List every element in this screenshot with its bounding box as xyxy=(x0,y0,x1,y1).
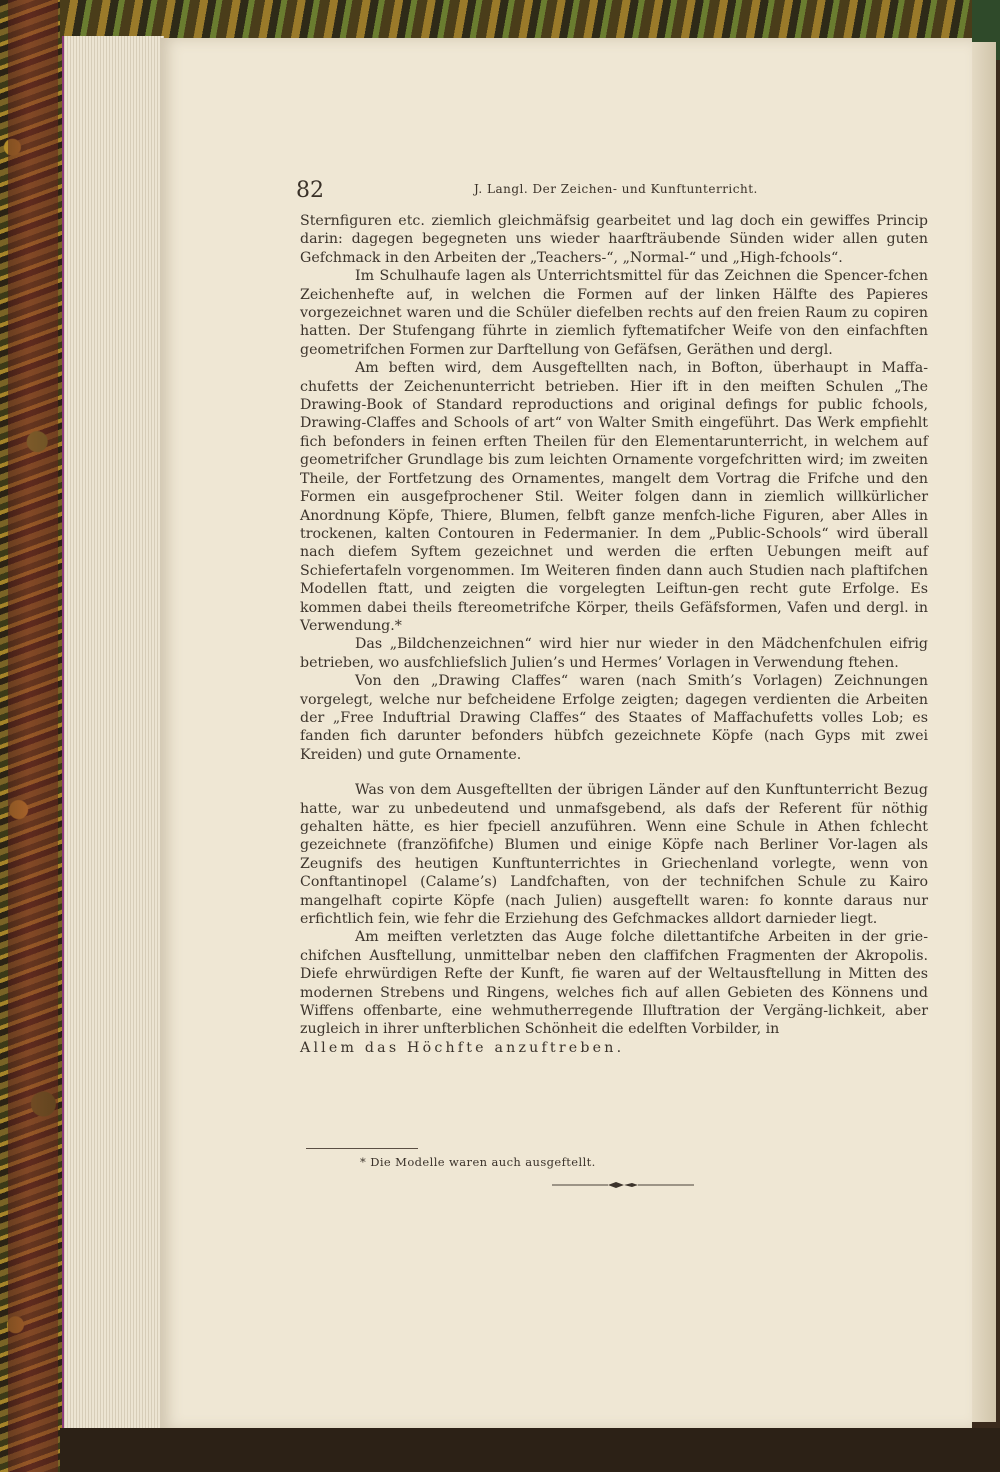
footnote-rule xyxy=(306,1148,418,1149)
running-title: J. Langl. Der Zeichen- und Kunftunterricht. xyxy=(474,182,758,196)
paragraph-6: Was von dem Ausgeftellten der übrigen Länder auf den Kunftunterricht Bezug hatte, war zu unbedeutend und unmafsgebend, als dafs der Referent für nöthig gehalten hätte, es hier fpeciell anzuführen. Wenn eine Schule in Athen fchlecht gezeichnete (franzöfifche) Blumen und einige Köpfe nach Berliner Vor-lagen als Zeugnifs des heutigen Kunftunterrichtes in Griechenland vorlegte, wenn von Conftantinopel (Calame’s) Landfchaften, von der technifchen Schule zu Kairo mangelhaft copirte Köpfe (nach Julien) ausgeftellt waren: fo konnte daraus nur erfichtlich fein, wie fehr die Erziehung des Gefchmackes alldort darnieder liegt. xyxy=(300,782,928,928)
next-page-edge xyxy=(972,42,996,1422)
end-ornament xyxy=(552,1180,694,1190)
paragraph-5: Von den „Drawing Claffes“ waren (nach Smith’s Vorlagen) Zeichnungen vorgelegt, welche nur befcheidene Erfolge zeigten; dagegen verdienten die Arbeiten der „Free Induftrial Drawing Claffes“ des Staates of Maffachufetts volles Lob; es fanden fich darunter befonders hübfch gezeichnete Köpfe (nach Gyps mit zwei Kreiden) und gute Ornamente. xyxy=(300,673,928,763)
body-text xyxy=(300,212,928,1057)
footnote: * Die Modelle waren auch ausgeftellt. xyxy=(360,1155,596,1169)
marbled-endpaper-top xyxy=(60,0,1000,40)
page-header xyxy=(296,178,936,208)
book-spine xyxy=(8,0,58,1472)
paragraph-4: Das „Bildchenzeichnen“ wird hier nur wieder in den Mädchenfchulen eifrig betrieben, wo ausfchliefslich Julien’s und Hermes’ Vorlagen in Verwendung ftehen. xyxy=(300,636,928,671)
page-stack-edges xyxy=(62,36,164,1428)
paragraph-1: Sternfiguren etc. ziemlich gleichmäfsig gearbeitet und lag doch ein gewiffes Princip darin: dagegen begegneten uns wieder haarfträubende Sünden wider allen guten Gefchmack in den Arbeiten der „Teachers-“, „Normal-“ und „High-fchools“. xyxy=(300,213,928,266)
paragraph-3: Am beften wird, dem Ausgeftellten nach, in Bofton, überhaupt in Maffa-chufetts der Zeichenunterricht betrieben. Hier ift in den meiften Schulen „The Drawing-Book of Standard reproductions and original defings for public fchools, Drawing-Claffes and Schools of art“ von Walter Smith eingeführt. Das Werk empfiehlt fich befonders in feinen erften Theilen für den Elementarunterricht, in welchem auf geometrifcher Grundlage bis zum leichten Ornamente vorgefchritten wird; im zweiten Theile, der Fortfetzung des Ornamentes, mangelt dem Vortrag die Frifche und den Formen ein ausgefprochener Stil. Weiter folgen dann in ziemlich willkürlicher Anordnung Köpfe, Thiere, Blumen, felbft ganze menfch-liche Figuren, aber Alles in trockenen, kalten Contouren in Federmanier. In dem „Public-Schools“ wird überall nach diefem Syftem gezeichnet und werden die erften Uebungen meift auf Schiefertafeln vorgenommen. Im Weiteren finden dann auch Studien nach plaftifchen Modellen ftatt, und zeigten die vorgelegten Leiftun-gen recht gute Erfolge. Es kommen dabei theils ftereometrifche Körper, theils Gefäfsformen, Vafen und dergl. in Verwendung.* xyxy=(300,360,928,634)
page-number: 82 xyxy=(296,178,324,203)
bottom-edge xyxy=(60,1428,1000,1472)
paragraph-2: Im Schulhaufe lagen als Unterrichtsmittel für das Zeichnen die Spencer-fchen Zeichenhefte auf, in welchen die Formen auf der linken Hälfte des Papieres vorgezeichnet waren und die Schüler diefelben rechts auf den freien Raum zu copiren hatten. Der Stufengang führte in ziemlich fyftematifcher Weife von den einfachften geometrifchen Formen zur Darftellung von Gefäfsen, Geräthen und dergl. xyxy=(300,268,928,358)
closing-spaced-line: Allem das Höchfte anzuftreben. xyxy=(300,1039,625,1056)
paragraph-7: Am meiften verletzten das Auge folche dilettantifche Arbeiten in der grie-chifchen Ausftellung, unmittelbar neben den claffifchen Fragmenten der Akropolis. Diefe ehrwürdigen Refte der Kunft, fie waren auf der Weltausftellung in Mitten des modernen Strebens und Ringens, welches fich auf allen Gebieten des Könnens und Wiffens offenbarte, eine wehmutherregende Illuftration der Vergäng-lichkeit, aber zugleich in ihrer unfterblichen Schönheit die edelften Vorbilder, in xyxy=(300,929,928,1038)
